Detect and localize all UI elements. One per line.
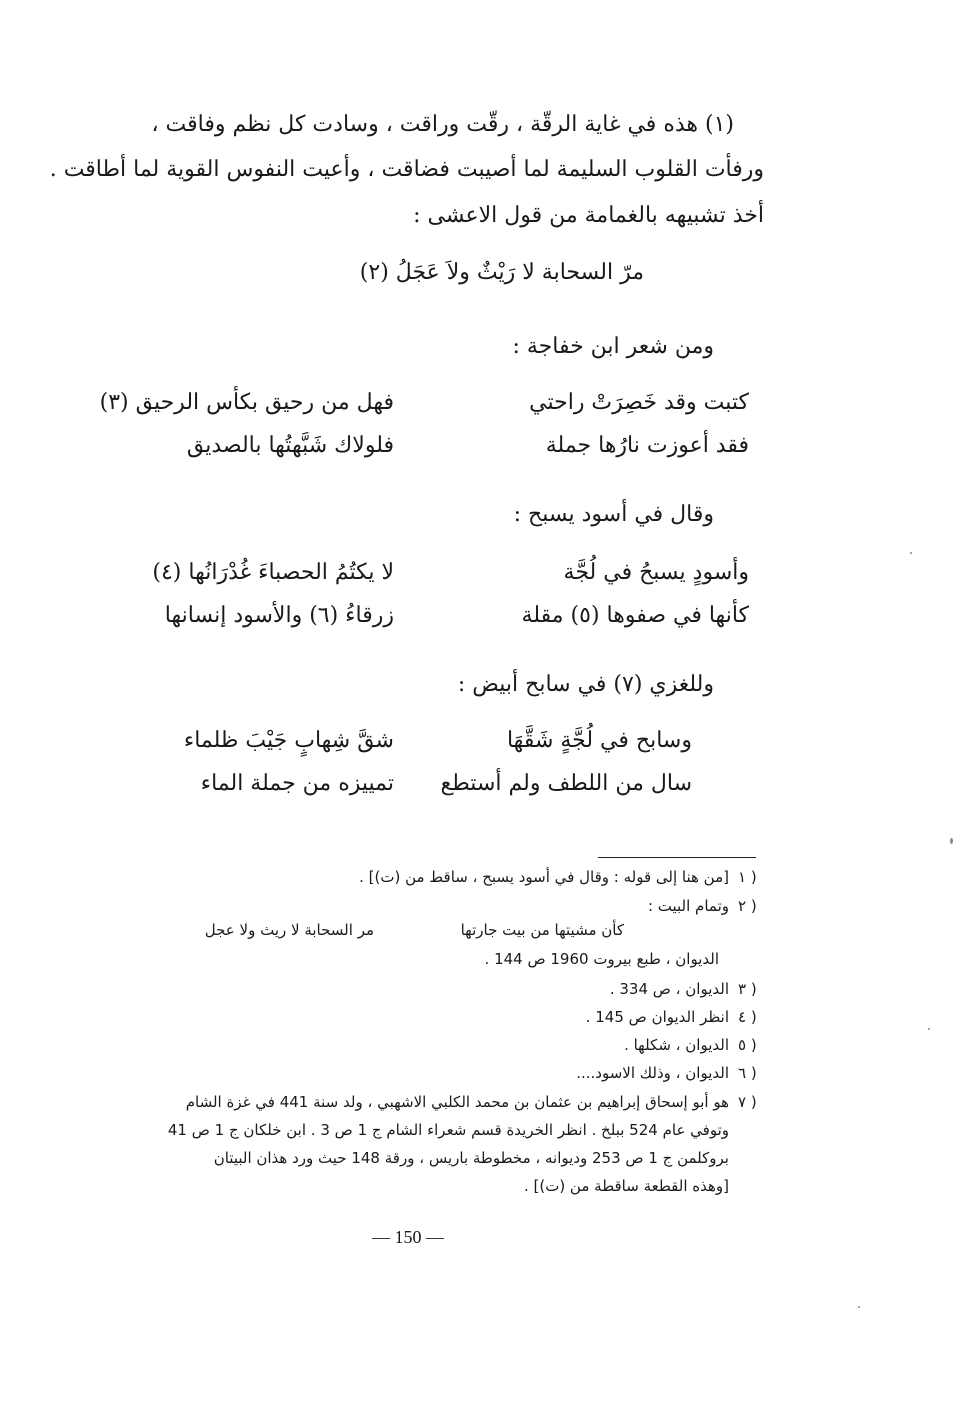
scan-speck xyxy=(950,838,953,844)
footnote-4-number: ٤ ) xyxy=(738,1008,757,1026)
footnote-2-text: وتمام البيت : xyxy=(647,897,729,915)
verse-1-1-first: كتبت وقد خَصِرَتْ راحتي xyxy=(529,390,749,415)
footnote-1-text: [من هنا إلى قوله : وقال في أسود يسبح ، ساقط من (ت)] . xyxy=(359,868,729,886)
page-number: — 150 — xyxy=(372,1227,444,1247)
verse-1-1-second: فهل من رحيق بكأس الرحيق (٣) xyxy=(99,390,394,415)
footnote-5-number: ٥ ) xyxy=(738,1036,757,1054)
verse-2-2-first: كأنها في صفوها (٥) مقلة xyxy=(521,603,749,628)
footnote-1-number: ١ ) xyxy=(738,868,757,886)
section-2-heading: وقال في أسود يسبح : xyxy=(513,502,714,527)
verse-3-2-first: سال من اللطف ولم أستطع xyxy=(440,771,692,796)
footnote-6-number: ٦ ) xyxy=(738,1064,757,1082)
footnote-6-text: الديوان ، وذلك الاسود.... xyxy=(576,1064,729,1082)
scan-speck xyxy=(928,1028,930,1030)
verse-2-1-second: لا يكتُمُ الحصباءَ غُدْرَانُها (٤) xyxy=(152,560,394,585)
quote-line: مرّ السحابة لا رَيْثٌ ولاَ عَجَلُ (٢) xyxy=(359,260,644,285)
footnote-7-line-3: بروكلمن ج 1 ص 253 وديوانه ، مخطوطة باريس ، ورقة 148 حيث ورد هذان البيتان xyxy=(213,1149,729,1167)
footnote-5-text: الديوان ، شكلها . xyxy=(624,1036,729,1054)
verse-2-2-second: زرقاءُ (٦) والأسود إنسانها xyxy=(164,603,394,628)
scan-speck xyxy=(858,1306,860,1308)
section-3-heading: وللغزي (٧) في سابح أبيض : xyxy=(457,672,714,697)
intro-line-3: أخذ تشبيهه بالغمامة من قول الاعشى : xyxy=(413,203,764,228)
section-1-heading: ومن شعر ابن خفاجة : xyxy=(512,334,714,359)
intro-line-1: (١) هذه في غاية الرقّة ، رقّت وراقت ، وسادت كل نظم وفاقت ، xyxy=(151,112,734,137)
verse-1-2-second: فلولاك شَبَّهتُها بالصديق xyxy=(186,433,394,458)
verse-3-1-first: وسابح في لُجَّةٍ شَقَّهَا xyxy=(506,728,692,753)
footnote-4-text: انظر الديوان ص 145 . xyxy=(585,1008,729,1026)
footnote-7-number: ٧ ) xyxy=(738,1093,757,1111)
verse-3-2-second: تمييزه من جملة الماء xyxy=(200,771,394,796)
footnote-7-line-4: [وهذه القطعة ساقطة من (ت)] . xyxy=(523,1177,729,1195)
footnote-separator xyxy=(598,857,756,858)
scan-speck xyxy=(910,552,912,554)
footnote-3-number: ٣ ) xyxy=(738,980,757,998)
verse-3-1-second: شقَّ شِهابٍ جَيْبَ ظلماء xyxy=(183,728,394,753)
verse-1-2-first: فقد أعوزت نارُها جملة xyxy=(545,433,749,458)
footnote-2-verse-second: مر السحابة لا ريث ولا عجل xyxy=(204,921,374,939)
footnote-2-number: ٢ ) xyxy=(738,897,757,915)
footnote-2-source: الديوان ، طبع بيروت 1960 ص 144 . xyxy=(484,950,719,968)
verse-2-1-first: وأسودٍ يسبحُ في لُجَّة xyxy=(563,560,749,585)
footnote-2-verse-first: كأن مشيتها من بيت جارتها xyxy=(460,921,624,939)
footnote-7-line-1: هو أبو إسحاق إبراهيم بن عثمان بن محمد الكلبي الاشهبي ، ولد سنة 441 في غزة الشام xyxy=(185,1093,729,1111)
footnote-7-line-2: وتوفي عام 524 ببلخ . انظر الخريدة قسم شعراء الشام ج 1 ص 3 . ابن خلكان ج 1 ص 41 xyxy=(167,1121,729,1139)
footnote-3-text: الديوان ، ص 334 . xyxy=(609,980,729,998)
intro-line-2: ورفأت القلوب السليمة لما أصيبت فضاقت ، وأعيت النفوس القوية لما أطاقت . xyxy=(49,157,764,182)
